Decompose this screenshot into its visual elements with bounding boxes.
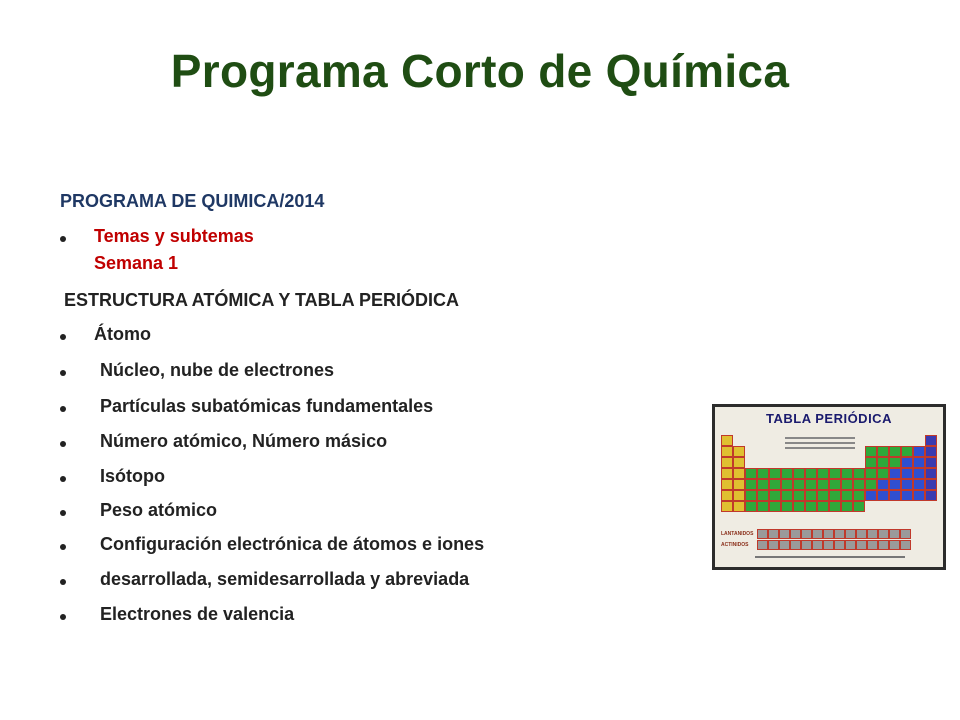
- element-cell: [865, 468, 877, 479]
- element-cell: [805, 490, 817, 501]
- section-heading: ESTRUCTURA ATÓMICA Y TABLA PERIÓDICA: [64, 290, 459, 310]
- series-label: ACTINIDOS: [721, 542, 749, 548]
- element-cell: [829, 501, 841, 512]
- element-cell: [913, 468, 925, 479]
- f-block-cell: [768, 529, 779, 539]
- element-cell: [721, 457, 733, 468]
- f-block-cell: [856, 529, 867, 539]
- element-cell: [829, 479, 841, 490]
- element-cell: [733, 446, 745, 457]
- element-cell: [877, 457, 889, 468]
- bullet-item: Configuración electrónica de átomos e iones: [100, 534, 485, 554]
- element-cell: [805, 468, 817, 479]
- f-block-cell: [900, 540, 911, 550]
- element-cell: [757, 468, 769, 479]
- bullet-item: Electrones de valencia: [100, 604, 295, 624]
- element-cell: [913, 446, 925, 457]
- element-cell: [745, 490, 757, 501]
- bullet-dot: [60, 544, 66, 550]
- f-block-cell: [856, 540, 867, 550]
- bullet-item: Núcleo, nube de electrones: [100, 360, 335, 380]
- element-cell: [829, 490, 841, 501]
- element-cell: [889, 479, 901, 490]
- element-cell: [757, 479, 769, 490]
- bullet-dot: [60, 614, 66, 620]
- f-block-cell: [812, 529, 823, 539]
- f-block-cell: [779, 540, 790, 550]
- f-block-cell: [823, 540, 834, 550]
- element-cell: [817, 468, 829, 479]
- footer-line: [755, 556, 905, 558]
- program-subtitle: PROGRAMA DE QUIMICA/2014: [60, 191, 325, 211]
- element-cell: [733, 501, 745, 512]
- element-cell: [745, 501, 757, 512]
- topics-line: Temas y subtemas: [94, 226, 254, 246]
- bullet-item: Átomo: [94, 324, 151, 344]
- element-cell: [733, 479, 745, 490]
- element-cell: [901, 490, 913, 501]
- f-block-cell: [801, 540, 812, 550]
- element-cell: [889, 457, 901, 468]
- element-cell: [877, 490, 889, 501]
- f-block-cell: [757, 540, 768, 550]
- f-block-cell: [834, 529, 845, 539]
- week-line: Semana 1: [94, 253, 179, 273]
- element-cell: [805, 501, 817, 512]
- element-cell: [889, 468, 901, 479]
- f-block-cell: [801, 529, 812, 539]
- element-cell: [721, 435, 733, 446]
- bullet-dot: [60, 334, 66, 340]
- element-cell: [841, 479, 853, 490]
- f-block-cell: [779, 529, 790, 539]
- element-cell: [721, 446, 733, 457]
- element-cell: [913, 457, 925, 468]
- bullet-dot: [60, 236, 66, 242]
- element-cell: [841, 468, 853, 479]
- element-cell: [781, 479, 793, 490]
- bullet-dot: [60, 579, 66, 585]
- element-cell: [865, 490, 877, 501]
- element-cell: [853, 468, 865, 479]
- element-cell: [877, 446, 889, 457]
- bullet-dot: [60, 476, 66, 482]
- bullet-item: desarrollada, semidesarrollada y abreviada: [100, 569, 470, 589]
- element-cell: [781, 468, 793, 479]
- element-cell: [781, 490, 793, 501]
- element-cell: [793, 501, 805, 512]
- element-cell: [865, 446, 877, 457]
- f-block-cell: [889, 529, 900, 539]
- element-cell: [829, 468, 841, 479]
- f-block-cell: [845, 529, 856, 539]
- element-cell: [817, 490, 829, 501]
- element-cell: [769, 468, 781, 479]
- f-block-cell: [790, 540, 801, 550]
- f-block-cell: [757, 529, 768, 539]
- caption-line: [785, 442, 855, 444]
- element-cell: [757, 490, 769, 501]
- bullet-dot: [60, 406, 66, 412]
- element-cell: [805, 479, 817, 490]
- element-cell: [793, 479, 805, 490]
- element-cell: [889, 490, 901, 501]
- periodic-table: [715, 407, 943, 567]
- f-block-cell: [900, 529, 911, 539]
- element-cell: [793, 468, 805, 479]
- series-label: LANTANIDOS: [721, 531, 754, 537]
- bullet-item: Peso atómico: [100, 500, 218, 520]
- element-cell: [781, 501, 793, 512]
- element-cell: [745, 468, 757, 479]
- f-block-cell: [867, 529, 878, 539]
- element-cell: [925, 468, 937, 479]
- element-cell: [817, 501, 829, 512]
- slide-title: Programa Corto de Química: [170, 45, 790, 97]
- element-cell: [733, 457, 745, 468]
- element-cell: [733, 490, 745, 501]
- element-cell: [877, 468, 889, 479]
- element-cell: [769, 501, 781, 512]
- f-block-cell: [889, 540, 900, 550]
- periodic-table-image: [712, 404, 946, 570]
- f-block-cell: [878, 540, 889, 550]
- element-cell: [757, 501, 769, 512]
- element-cell: [853, 501, 865, 512]
- bullet-dot: [60, 441, 66, 447]
- element-cell: [925, 457, 937, 468]
- element-cell: [721, 490, 733, 501]
- f-block-cell: [768, 540, 779, 550]
- element-cell: [901, 446, 913, 457]
- bullet-dot: [60, 510, 66, 516]
- element-cell: [793, 490, 805, 501]
- element-cell: [841, 490, 853, 501]
- f-block-cell: [834, 540, 845, 550]
- element-cell: [853, 479, 865, 490]
- element-cell: [721, 501, 733, 512]
- f-block-cell: [812, 540, 823, 550]
- f-block-cell: [845, 540, 856, 550]
- element-cell: [769, 479, 781, 490]
- bullet-item: Isótopo: [100, 466, 165, 486]
- element-cell: [853, 490, 865, 501]
- element-cell: [733, 468, 745, 479]
- bullet-item: Partículas subatómicas fundamentales: [100, 396, 434, 416]
- element-cell: [889, 446, 901, 457]
- element-cell: [925, 435, 937, 446]
- element-cell: [925, 479, 937, 490]
- caption-line: [785, 437, 855, 439]
- element-cell: [925, 446, 937, 457]
- bullet-dot: [60, 370, 66, 376]
- element-cell: [865, 479, 877, 490]
- element-cell: [841, 501, 853, 512]
- f-block-cell: [867, 540, 878, 550]
- element-cell: [901, 479, 913, 490]
- element-cell: [745, 479, 757, 490]
- bullet-item: Número atómico, Número másico: [100, 431, 388, 451]
- f-block-cell: [878, 529, 889, 539]
- element-cell: [817, 479, 829, 490]
- element-cell: [925, 490, 937, 501]
- f-block-cell: [823, 529, 834, 539]
- periodic-table-title: TABLA PERIÓDICA: [766, 411, 892, 426]
- element-cell: [865, 457, 877, 468]
- caption-line: [785, 447, 855, 449]
- element-cell: [721, 468, 733, 479]
- element-cell: [901, 468, 913, 479]
- element-cell: [913, 479, 925, 490]
- element-cell: [877, 479, 889, 490]
- element-cell: [769, 490, 781, 501]
- element-cell: [721, 479, 733, 490]
- f-block-cell: [790, 529, 801, 539]
- element-cell: [901, 457, 913, 468]
- element-cell: [913, 490, 925, 501]
